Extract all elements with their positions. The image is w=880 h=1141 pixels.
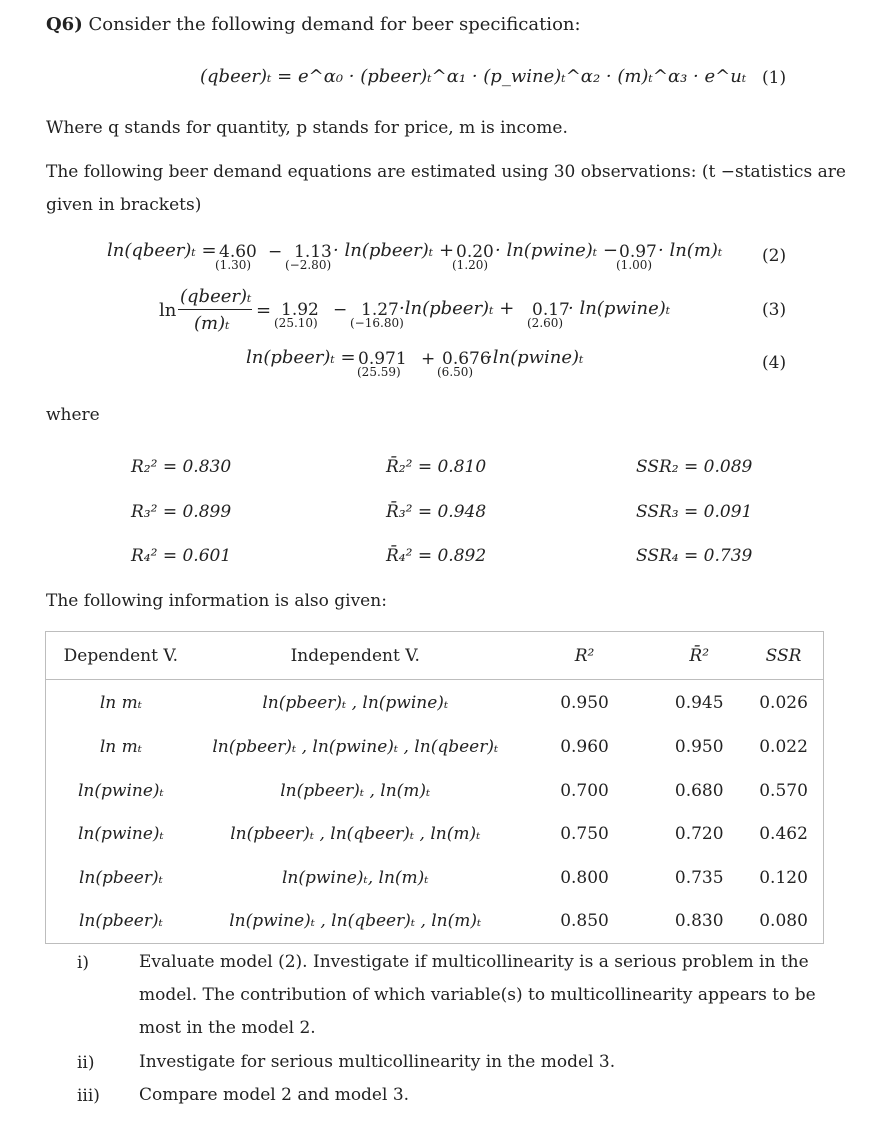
header-dependent: Dependent V. [63, 645, 179, 666]
eq2-coef-1: 1.13 [294, 242, 332, 262]
equation-1: (qbeer)ₜ = e^α₀ · (pbeer)ₜ^α₁ · (p_wine)ₜ^α₂ · (m)ₜ^α₃ · e^uₜ [200, 66, 747, 87]
cell-ssr: 0.120 [759, 867, 808, 888]
eq2-coef-2: 0.20 [456, 242, 494, 262]
eq2-coef-0: 4.60 [219, 242, 257, 262]
header-independent: Independent V. [290, 645, 420, 666]
r2-model-3: R₃² = 0.899 [131, 502, 232, 522]
rbar2-model-4: R̄₄² = 0.892 [386, 546, 487, 566]
eq3-op-1: − [333, 300, 348, 320]
subquestion-label: ii) [77, 1053, 95, 1073]
subquestion-text: Compare model 2 and model 3. [139, 1085, 410, 1105]
table-header-row [46, 632, 824, 680]
eq3-tstat-0: (25.10) [274, 316, 318, 330]
eq2-var-2: · ln(pwine)ₜ − [495, 240, 619, 261]
eq2-var-3: · ln(m)ₜ [658, 240, 723, 261]
equation-4-number: (4) [762, 353, 787, 373]
cell-rbar2: 0.945 [674, 692, 724, 713]
eq3-var-2: · ln(pwine)ₜ [568, 298, 671, 319]
header-rbar2: R̄² [689, 645, 710, 666]
cell-dependent: ln(pwine)ₜ [78, 824, 164, 845]
eq4-tstat-1: (6.50) [437, 365, 474, 379]
cell-rbar2: 0.830 [674, 911, 724, 931]
ssr-model-3: SSR₃ = 0.091 [636, 502, 753, 522]
eq3-denominator: (m)ₜ [194, 313, 230, 334]
cell-rbar2: 0.680 [674, 780, 724, 801]
cell-independent: ln(pbeer)ₜ , ln(m)ₜ [280, 780, 431, 801]
variable-definitions: Where q stands for quantity, p stands for price, m is income. [46, 118, 568, 138]
also-given-text: The following information is also given: [46, 591, 387, 611]
cell-r2: 0.800 [560, 867, 609, 888]
rbar2-model-3: R̄₃² = 0.948 [386, 502, 487, 522]
table-row [46, 813, 824, 857]
subquestion-text: Evaluate model (2). Investigate if multicollinearity is a serious problem in the model. The contribution of which variable(s) to multicollinearity appears to be most in the model 2. [139, 952, 816, 1038]
cell-dependent: ln(pbeer)ₜ [78, 867, 163, 888]
eq4-coef-1: 0.676 [442, 349, 491, 369]
auxiliary-regressions-table [45, 631, 824, 944]
subquestion-label: i) [77, 953, 90, 973]
ssr-model-2: SSR₂ = 0.089 [636, 457, 753, 477]
cell-r2: 0.960 [560, 737, 609, 758]
cell-rbar2: 0.720 [674, 824, 724, 845]
eq3-equals: = [256, 300, 272, 321]
cell-independent: ln(pbeer)ₜ , ln(qbeer)ₜ , ln(m)ₜ [230, 824, 481, 845]
equation-2-number: (2) [762, 246, 787, 266]
eq3-tstat-1: (−16.80) [350, 316, 404, 330]
eq2-lhs: ln(qbeer)ₜ = [107, 240, 217, 261]
estimation-intro-line-1: The following beer demand equations are estimated using 30 observations: (t −statistics are [46, 162, 846, 182]
eq4-coef-0: 0.971 [358, 349, 407, 369]
question-text: Consider the following demand for beer specification: [88, 14, 581, 35]
eq3-numerator: (qbeer)ₜ [180, 286, 252, 307]
r2-model-4: R₄² = 0.601 [131, 546, 232, 566]
cell-dependent: ln mₜ [99, 692, 142, 713]
equation-3-number: (3) [762, 300, 787, 320]
eq3-tstat-2: (2.60) [527, 316, 564, 330]
header-ssr: SSR [765, 645, 802, 666]
eq4-var-1: ·ln(pwine)ₜ [487, 347, 584, 368]
table-row [46, 769, 824, 813]
cell-dependent: ln(pbeer)ₜ [78, 911, 163, 931]
cell-ssr: 0.026 [759, 692, 808, 713]
eq2-coef-3: 0.97 [619, 242, 657, 262]
table-row [46, 856, 824, 900]
eq2-tstat-2: (1.20) [452, 258, 489, 272]
cell-r2: 0.850 [560, 911, 609, 931]
eq3-coef-1: 1.27 [361, 300, 399, 320]
cell-ssr: 0.022 [759, 737, 808, 758]
eq2-var-1: · ln(pbeer)ₜ + [333, 240, 455, 261]
cell-rbar2: 0.950 [674, 737, 724, 758]
eq3-coef-2: 0.17 [532, 300, 570, 320]
eq3-ln: ln [159, 300, 177, 321]
question-label: Q6) [46, 14, 83, 35]
eq4-op-1: + [421, 349, 436, 369]
header-r2: R² [574, 645, 595, 666]
where-label: where [46, 405, 100, 425]
eq2-tstat-0: (1.30) [215, 258, 252, 272]
cell-dependent: ln mₜ [99, 737, 142, 758]
ssr-model-4: SSR₄ = 0.739 [636, 546, 753, 566]
cell-r2: 0.700 [560, 780, 609, 801]
cell-dependent: ln(pwine)ₜ [78, 780, 164, 801]
cell-rbar2: 0.735 [674, 867, 724, 888]
eq3-fraction-bar [178, 309, 252, 310]
cell-independent: ln(pbeer)ₜ , ln(pwine)ₜ , ln(qbeer)ₜ [212, 737, 499, 758]
r2-model-2: R₂² = 0.830 [131, 457, 232, 477]
cell-r2: 0.750 [560, 824, 609, 845]
subquestion-label: iii) [77, 1086, 100, 1106]
eq4-lhs: ln(pbeer)ₜ = [246, 347, 356, 368]
table-row [46, 900, 824, 944]
cell-ssr: 0.570 [759, 780, 808, 801]
eq3-coef-0: 1.92 [281, 300, 319, 320]
rbar2-model-2: R̄₂² = 0.810 [386, 457, 487, 477]
equation-1-number: (1) [762, 68, 787, 88]
subquestion-text: Investigate for serious multicollinearity in the model 3. [139, 1052, 616, 1072]
cell-ssr: 0.462 [759, 824, 808, 845]
eq2-tstat-3: (1.00) [616, 258, 653, 272]
eq2-op-1: − [268, 242, 283, 262]
question-title [46, 14, 581, 35]
eq3-var-1: ·ln(pbeer)ₜ + [399, 298, 515, 319]
cell-independent: ln(pwine)ₜ , ln(qbeer)ₜ , ln(m)ₜ [229, 911, 482, 931]
cell-r2: 0.950 [560, 692, 609, 713]
cell-ssr: 0.080 [759, 911, 808, 931]
eq2-tstat-1: (−2.80) [285, 258, 332, 272]
eq4-tstat-0: (25.59) [357, 365, 401, 379]
cell-independent: ln(pwine)ₜ, ln(m)ₜ [281, 867, 429, 888]
table-row [46, 680, 824, 726]
table-row [46, 726, 824, 770]
cell-independent: ln(pbeer)ₜ , ln(pwine)ₜ [262, 692, 449, 713]
estimation-intro-line-2: given in brackets) [46, 195, 202, 215]
